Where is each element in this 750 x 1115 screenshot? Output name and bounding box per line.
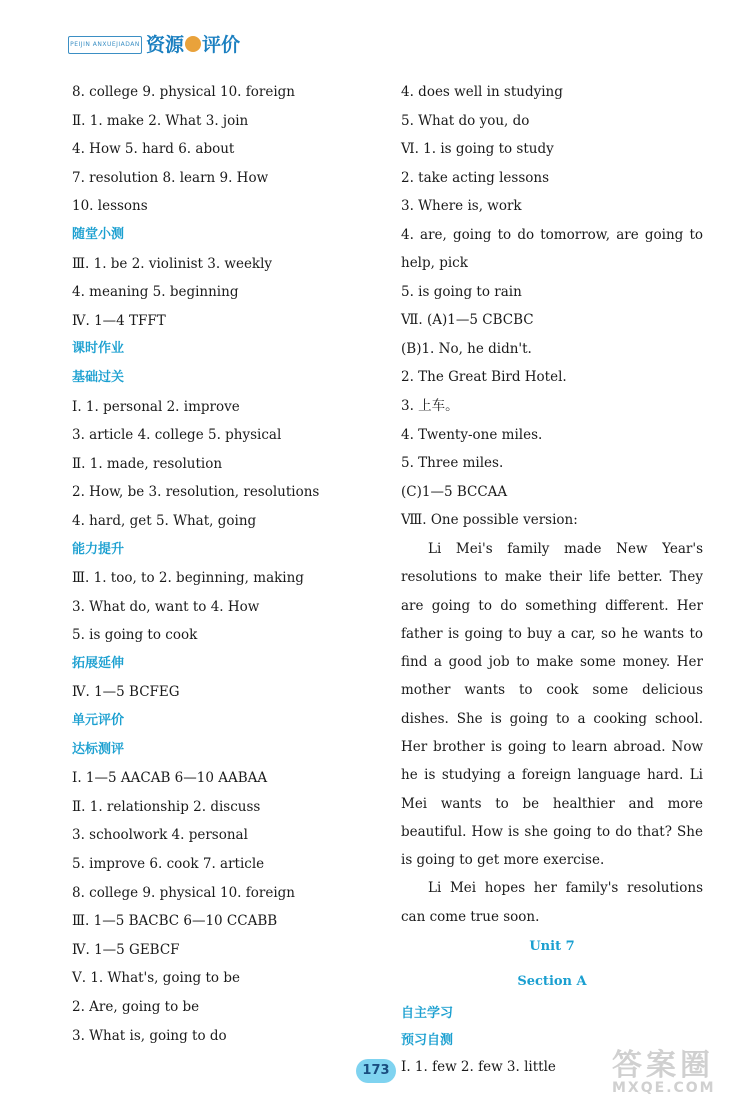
page-number: 173 [356,1059,396,1083]
answer-paragraph: 4. are, going to do tomorrow, are going to help, pick [401,226,703,272]
right-mid-lines [401,278,703,535]
answer-line: 5. improve 6. cook 7. article [72,856,265,873]
page-header [68,30,268,60]
answer-line: (B)1. No, he didn't. [401,340,532,357]
answer-line: 4. How 5. hard 6. about [72,141,235,158]
watermark-bottom: MXQE.COM [612,1080,716,1096]
header-title [146,30,240,57]
answer-line: 4. meaning 5. beginning [72,284,239,301]
answer-line: Ⅳ. 1—5 GEBCF [72,941,180,958]
answer-line: Ⅱ. 1. relationship 2. discuss [72,798,261,815]
section-heading: 达标测评 [72,741,125,757]
essay-paragraph-1: Li Mei's family made New Year's resolutions to make their life better. They are going to do something different. Her father is going to buy a car, so he wants to find a good job to make some money. Her mother wants to cook some delicious dishes. She is going to a cooking school. Her brother is going to learn abroad. Now he is studying a foreign language hard. Li Mei wants to be healthier and more beautiful. How is she going to do that? She is going to get more exercise. [401,540,703,869]
section-heading: 拓展延伸 [72,655,125,671]
answer-line: Ⅲ. 1—5 BACBC 6—10 CCABB [72,913,278,930]
section-heading-zizhu: 自主学习 [401,1006,454,1022]
section-heading: 课时作业 [72,341,125,357]
watermark [612,1040,742,1112]
answer-line: Ⅳ. 1—4 TFFT [72,312,166,329]
unit-title: Unit 7 [529,939,575,955]
header-subtitle-bar: PEIJIN ANXUEJIADAN [68,36,142,54]
section-heading-yuxi: 预习自测 [401,1032,454,1048]
section-heading: 单元评价 [72,713,125,729]
answer-line: 10. lessons [72,198,148,215]
answer-line: Ⅵ. 1. is going to study [401,141,554,158]
answer-line: 3. Where is, work [401,198,522,215]
answer-line: 5. is going to rain [401,283,522,300]
section-heading: 能力提升 [72,541,125,557]
left-column [72,78,372,1050]
answer-line-last: Ⅰ. 1. few 2. few 3. little [401,1058,556,1075]
answer-line: Ⅰ. 1—5 AACAB 6—10 AABAA [72,770,268,787]
watermark-top: 答案圈 [612,1048,714,1083]
essay-paragraph-2: Li Mei hopes her family's resolutions can come true soon. [401,880,703,925]
answer-line: Ⅰ. 1. personal 2. improve [72,398,240,415]
answer-line: 5. is going to cook [72,627,198,644]
answer-line: 3. What do, want to 4. How [72,598,260,615]
answer-line: Ⅶ. (A)1—5 CBCBC [401,312,534,329]
answer-line: 3. 上车。 [401,397,459,414]
answer-line: 8. college 9. physical 10. foreign [72,84,295,100]
section-heading: 随堂小测 [72,226,125,242]
answer-line: 4. does well in studying [401,84,563,100]
answer-line: (C)1—5 BCCAA [401,483,508,500]
answer-line: 3. article 4. college 5. physical [72,427,282,444]
answer-line: Ⅴ. 1. What's, going to be [72,970,240,987]
answer-line: Ⅷ. One possible version: [401,512,578,529]
answer-line: 3. schoolwork 4. personal [72,827,248,844]
answer-line: 2. The Great Bird Hotel. [401,369,567,386]
answer-line: Ⅲ. 1. too, to 2. beginning, making [72,570,304,587]
answer-line: 7. resolution 8. learn 9. How [72,169,269,186]
answer-line: Ⅱ. 1. made, resolution [72,455,223,472]
section-heading: 基础过关 [72,369,125,385]
answer-line: Ⅳ. 1—5 BCFEG [72,684,180,701]
answer-line: 2. Are, going to be [72,999,200,1015]
answer-line: 5. Three miles. [401,455,504,472]
header-dot-icon [185,36,201,52]
section-title: Section A [517,973,587,989]
answer-line: Ⅱ. 1. make 2. What 3. join [72,112,249,129]
answer-line: 2. take acting lessons [401,169,549,186]
right-column [401,78,703,1081]
answer-line: 4. Twenty-one miles. [401,426,543,443]
right-top-lines [401,78,703,221]
answer-line: 2. How, be 3. resolution, resolutions [72,484,320,501]
header-title-b: 评价 [202,34,241,56]
answer-line: 4. hard, get 5. What, going [72,512,257,529]
answer-line: 5. What do you, do [401,112,530,129]
answer-line: Ⅲ. 1. be 2. violinist 3. weekly [72,255,273,272]
answer-line: 3. What is, going to do [72,1027,227,1044]
answer-line: 8. college 9. physical 10. foreign [72,884,295,901]
header-title-a: 资源 [146,34,185,56]
